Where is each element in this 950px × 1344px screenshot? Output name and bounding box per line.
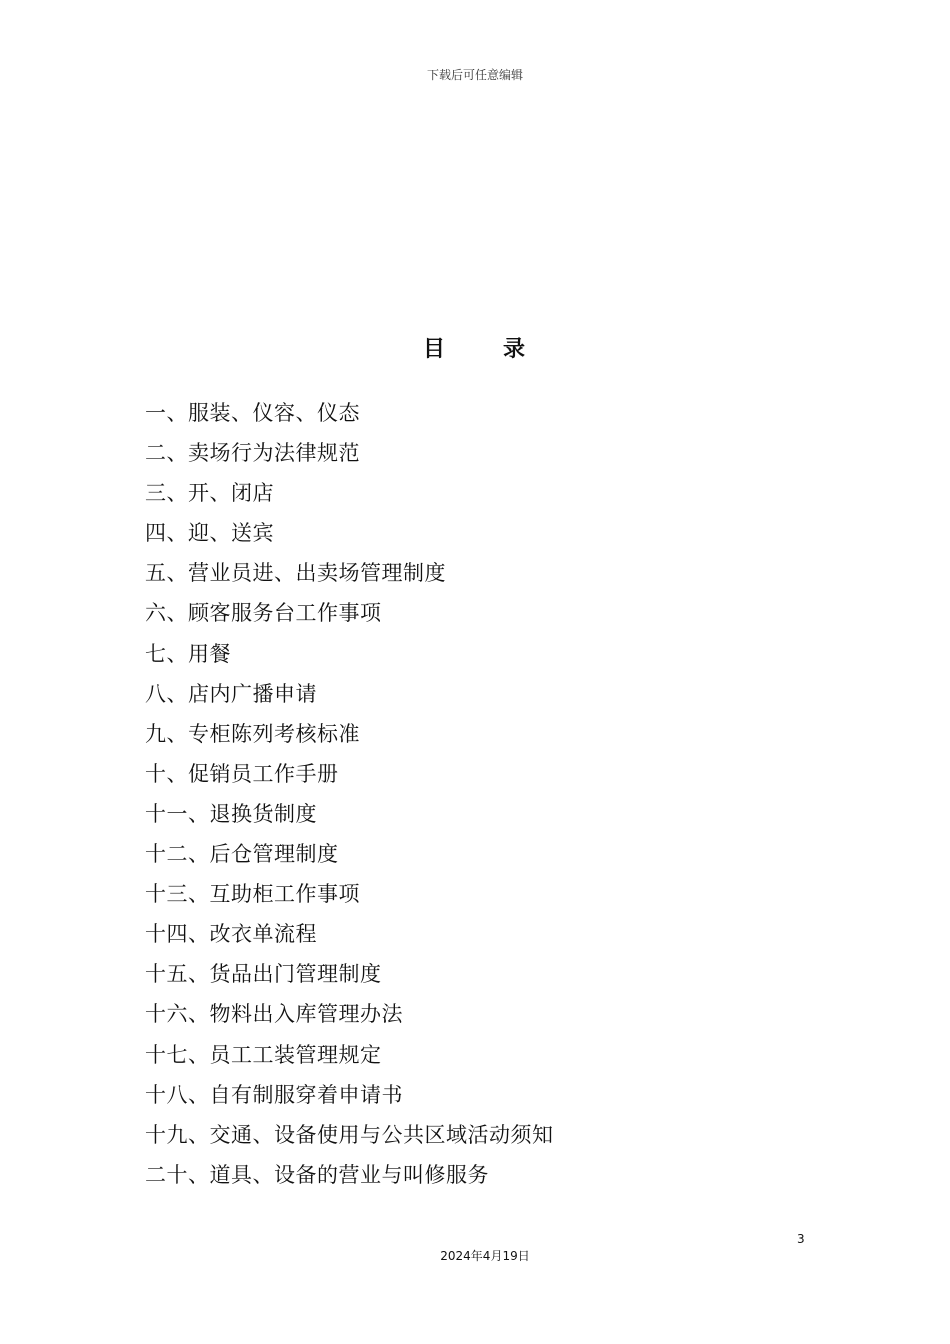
toc-item: 十九、交通、设备使用与公共区域活动须知 <box>145 1122 554 1147</box>
toc-item: 二、卖场行为法律规范 <box>145 441 360 466</box>
toc-item: 十四、改衣单流程 <box>145 922 317 947</box>
toc-item: 十、促销员工作手册 <box>145 761 339 786</box>
toc-item: 十五、货品出门管理制度 <box>145 962 382 987</box>
toc-item: 七、用餐 <box>145 641 231 666</box>
toc-item: 三、开、闭店 <box>145 481 274 506</box>
footer-date: 2024年4月19日 <box>440 1249 530 1263</box>
toc-item: 一、服装、仪容、仪态 <box>145 401 360 425</box>
toc-title <box>0 332 950 363</box>
page-header: 下载后可任意编辑 <box>426 68 523 82</box>
toc-title-right: 录 <box>503 337 528 362</box>
toc-item: 五、营业员进、出卖场管理制度 <box>145 561 446 586</box>
toc-item: 十六、物料出入库管理办法 <box>145 1002 403 1027</box>
toc-item: 九、专柜陈列考核标准 <box>145 721 360 746</box>
toc-item: 六、顾客服务台工作事项 <box>145 601 382 626</box>
toc-item: 十一、退换货制度 <box>145 801 317 826</box>
toc-title-left: 目 <box>422 337 447 362</box>
toc-item: 八、店内广播申请 <box>145 681 317 706</box>
toc-item: 四、迎、送宾 <box>145 521 274 546</box>
toc-item: 二十、道具、设备的营业与叫修服务 <box>145 1162 489 1187</box>
toc-list <box>145 393 554 1195</box>
toc-item: 十八、自有制服穿着申请书 <box>145 1082 403 1107</box>
toc-item: 十二、后仓管理制度 <box>145 842 339 867</box>
toc-item: 十三、互助柜工作事项 <box>145 882 360 907</box>
toc-item: 十七、员工工装管理规定 <box>145 1042 382 1067</box>
page-number: 3 <box>797 1232 805 1246</box>
